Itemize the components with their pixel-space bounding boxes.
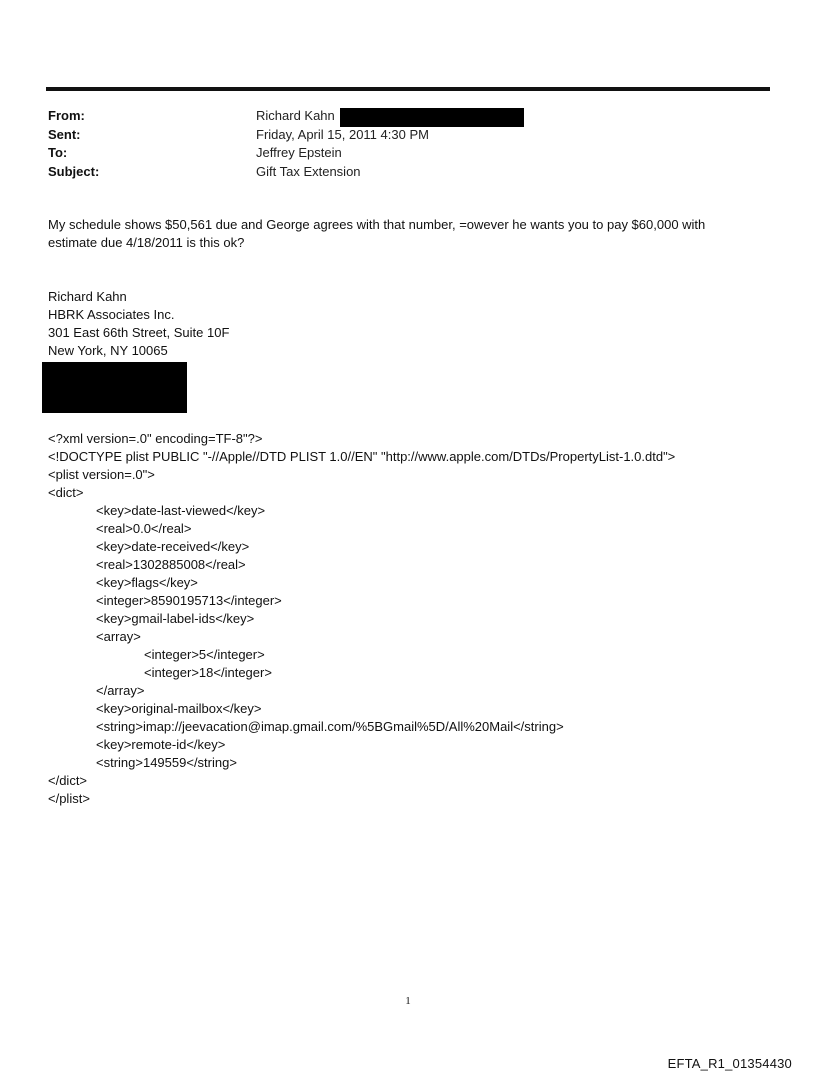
xml-line: <key>flags</key> — [96, 575, 198, 590]
xml-line: </array> — [96, 683, 145, 698]
xml-line: <!DOCTYPE plist PUBLIC "-//Apple//DTD PLIST 1.0//EN" "http://www.apple.com/DTDs/PropertyList-1.0.dtd"> — [48, 449, 676, 464]
xml-line: <integer>18</integer> — [144, 665, 272, 680]
xml-line: <key>date-last-viewed</key> — [96, 503, 266, 518]
subject-value: Gift Tax Extension — [256, 163, 361, 179]
to-label: To: — [48, 145, 68, 160]
xml-line: <real>1302885008</real> — [96, 557, 246, 572]
redaction-signature — [42, 362, 187, 413]
xml-line: <array> — [96, 629, 141, 644]
xml-line: <key>gmail-label-ids</key> — [96, 611, 255, 626]
xml-line: <key>remote-id</key> — [96, 737, 226, 752]
message-body: My schedule shows $50,561 due and George agrees with that number, =owever he wants you to pay $60,000 with estimate due 4/18/2011 is this ok? — [48, 217, 706, 250]
signature — [48, 288, 229, 360]
document-id: EFTA_R1_01354430 — [667, 1056, 792, 1071]
signature-line: New York, NY 10065 — [48, 343, 168, 358]
xml-line: <integer>8590195713</integer> — [96, 593, 282, 608]
sent-value: Friday, April 15, 2011 4:30 PM — [256, 126, 429, 142]
xml-line: <string>imap://jeevacation@imap.gmail.com/%5BGmail%5D/All%20Mail</string> — [96, 719, 564, 734]
redaction-email — [340, 108, 524, 127]
page-number: 1 — [405, 995, 411, 1007]
xml-line: <integer>5</integer> — [144, 647, 265, 662]
header-rule — [46, 87, 770, 91]
signature-line: 301 East 66th Street, Suite 10F — [48, 325, 230, 340]
xml-line: <dict> — [48, 485, 84, 500]
xml-line: <?xml version=.0" encoding=TF-8"?> — [48, 431, 263, 446]
xml-line: <string>149559</string> — [96, 755, 237, 770]
xml-metadata — [48, 430, 675, 808]
signature-line: HBRK Associates Inc. — [48, 307, 175, 322]
from-value: Richard Kahn — [256, 108, 335, 123]
xml-line: <key>original-mailbox</key> — [96, 701, 262, 716]
xml-line: <plist version=.0"> — [48, 467, 155, 482]
xml-line: </plist> — [48, 791, 90, 806]
subject-label: Subject: — [48, 163, 100, 179]
to-value: Jeffrey Epstein — [256, 145, 342, 160]
from-label: From: — [48, 108, 85, 123]
sent-label: Sent: — [48, 126, 81, 142]
xml-line: <real>0.0</real> — [96, 521, 192, 536]
signature-line: Richard Kahn — [48, 289, 127, 304]
xml-line: <key>date-received</key> — [96, 539, 250, 554]
xml-line: </dict> — [48, 773, 88, 788]
